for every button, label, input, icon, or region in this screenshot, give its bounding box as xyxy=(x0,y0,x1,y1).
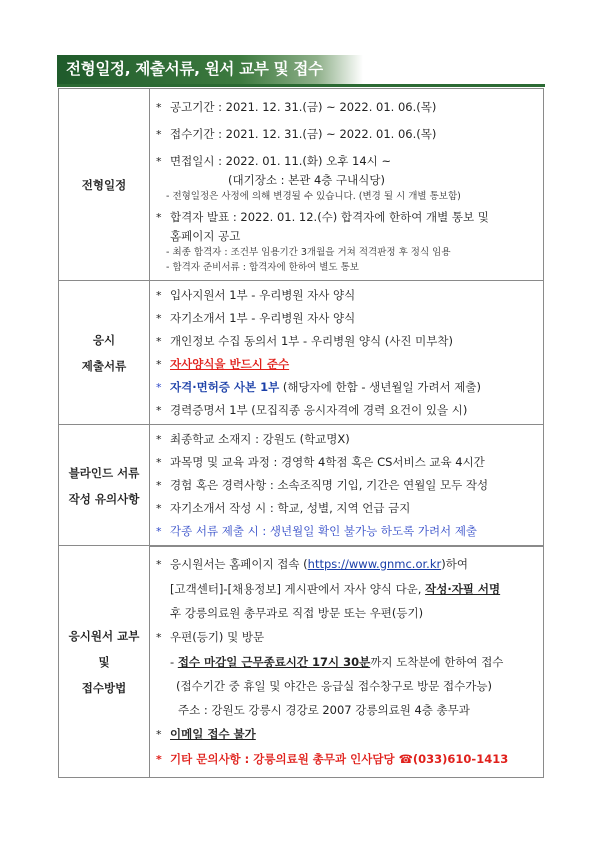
list-item xyxy=(156,399,539,422)
bullet-icon: * xyxy=(156,334,162,348)
blind-content xyxy=(150,425,544,547)
contact-text: 기타 문의사항 : 강릉의료원 총무과 인사담당 ☎(033)610-1413 xyxy=(170,751,509,766)
list-item-text: 개인정보 수집 동의서 1부 - 우리병원 양식 (사진 미부착) xyxy=(170,333,453,348)
list-item-text: 우편(등기) 및 방문 xyxy=(170,629,265,644)
row-label-documents xyxy=(59,281,150,425)
list-item-text: [고객센터]-[채용정보] 게시판에서 자사 양식 다운, xyxy=(170,581,426,596)
list-item-text-emphasis: 자사양식을 반드시 준수 xyxy=(170,356,290,371)
table-row-documents xyxy=(59,281,544,425)
list-item xyxy=(156,520,539,543)
blind-label-line2: 작성 유의사항 xyxy=(68,491,140,506)
header-underline xyxy=(57,84,545,87)
list-item-continuation: 후 강릉의료원 총무과로 직접 방문 또는 우편(등기) xyxy=(170,605,424,620)
list-item xyxy=(156,94,539,121)
row-label-application xyxy=(59,546,150,778)
list-item xyxy=(156,353,539,376)
list-item-text: 면접일시 : 2022. 01. 11.(화) 오후 14시 ~ xyxy=(170,154,392,168)
list-item-note: - 최종 합격자 : 조건부 임용기간 3개월을 거쳐 적격판정 후 정식 임용 xyxy=(166,247,451,258)
list-item xyxy=(156,208,539,227)
bullet-icon: * xyxy=(156,403,162,417)
list-item-text: 자기소개서 1부 - 우리병원 자사 양식 xyxy=(170,310,356,325)
bullet-icon: * xyxy=(156,380,162,394)
bullet-icon: * xyxy=(156,357,162,371)
list-item-text: 각종 서류 제출 시 : 생년월일 확인 불가능 하도록 가려서 제출 xyxy=(170,524,478,538)
bullet-icon: * xyxy=(156,479,162,492)
application-label-line2: 및 xyxy=(98,654,110,669)
list-item xyxy=(156,376,539,399)
bullet-icon: * xyxy=(156,456,162,469)
list-item-text-emphasis: 접수 마감일 근무종료시간 17시 30분 xyxy=(177,654,371,669)
documents-label-line1: 응시 xyxy=(92,332,116,347)
documents-label-line2: 제출서류 xyxy=(81,358,127,373)
list-item-text-emphasis: 자격·면허증 사본 1부 xyxy=(170,379,280,394)
documents-content xyxy=(150,281,544,425)
application-label-line3: 접수방법 xyxy=(81,680,127,695)
list-item-text: 최종학교 소재지 : 강원도 (학교명X) xyxy=(170,432,350,446)
list-item-continuation: (대기장소 : 본관 4층 구내식당) xyxy=(228,173,385,187)
list-item-text: 과목명 및 교육 과정 : 경영학 4학점 혹은 CS서비스 교육 4시간 xyxy=(170,455,485,469)
list-item-continuation xyxy=(156,577,539,601)
list-item xyxy=(156,307,539,330)
bullet-icon: * xyxy=(156,727,162,741)
list-item xyxy=(156,625,539,650)
list-item-sub xyxy=(156,650,539,674)
bullet-icon: * xyxy=(156,557,162,571)
list-item-text-emphasis: 이메일 접수 불가 xyxy=(170,726,256,741)
list-item xyxy=(156,552,539,577)
info-table xyxy=(58,88,544,547)
list-item-text: 까지 도착분에 한하여 접수 xyxy=(370,654,504,669)
list-item-text: )하여 xyxy=(441,556,468,571)
application-content xyxy=(150,546,544,778)
list-item-text: 자기소개서 작성 시 : 학교, 성별, 지역 언급 금지 xyxy=(170,501,411,515)
list-item xyxy=(156,497,539,520)
homepage-link[interactable]: https://www.gnmc.or.kr xyxy=(307,556,442,571)
bullet-icon: * xyxy=(156,752,162,766)
bullet-icon: * xyxy=(156,101,162,114)
bullet-icon: * xyxy=(156,155,162,168)
list-item-text: - xyxy=(170,654,178,669)
list-item xyxy=(156,428,539,451)
list-item xyxy=(156,451,539,474)
schedule-label: 전형일정 xyxy=(81,177,127,192)
bullet-icon: * xyxy=(156,288,162,302)
row-label-schedule xyxy=(59,89,150,281)
list-item-text: 접수기간 : 2021. 12. 31.(금) ~ 2022. 01. 06.(목) xyxy=(170,127,437,141)
row-label-blind xyxy=(59,425,150,547)
list-item-text: 공고기간 : 2021. 12. 31.(금) ~ 2022. 01. 06.(목) xyxy=(170,100,437,114)
application-label-line1: 응시원서 교부 xyxy=(68,628,140,643)
table-row-application xyxy=(59,546,544,778)
list-item xyxy=(156,474,539,497)
bullet-icon: * xyxy=(156,630,162,644)
list-item xyxy=(156,284,539,307)
list-item-text: (해당자에 한함 - 생년월일 가려서 제출) xyxy=(279,379,481,394)
list-item-text-emphasis: 작성·자필 서명 xyxy=(425,581,501,596)
table-row-blind xyxy=(59,425,544,547)
list-item xyxy=(156,722,539,747)
list-item-text: 경험 혹은 경력사항 : 소속조직명 기입, 기간은 연월일 모두 작성 xyxy=(170,478,489,492)
list-item-sub: (접수기간 중 휴일 및 야간은 응급실 접수창구로 방문 접수가능) xyxy=(176,678,492,693)
list-item xyxy=(156,121,539,148)
table-row-schedule xyxy=(59,89,544,281)
list-item-text: 응시원서는 홈페이지 접속 ( xyxy=(170,556,308,571)
blind-label-line1: 블라인드 서류 xyxy=(68,465,140,480)
bullet-icon: * xyxy=(156,211,162,224)
schedule-content xyxy=(150,89,544,281)
list-item xyxy=(156,152,539,171)
list-item-note: - 합격자 준비서류 : 합격자에 한하여 별도 통보 xyxy=(166,262,359,273)
bullet-icon: * xyxy=(156,128,162,141)
list-item-continuation: 홈페이지 공고 xyxy=(170,229,241,243)
list-item xyxy=(156,330,539,353)
bullet-icon: * xyxy=(156,433,162,446)
list-item-text: 경력증명서 1부 (모집직종 응시자격에 경력 요건이 있을 시) xyxy=(170,402,468,417)
list-item-text: 합격자 발표 : 2022. 01. 12.(수) 합격자에 한하여 개별 통보 및 xyxy=(170,210,489,224)
list-item-sub: 주소 : 강원도 강릉시 경강로 2007 강릉의료원 4층 총무과 xyxy=(178,702,470,717)
bullet-icon: * xyxy=(156,502,162,515)
bullet-icon: * xyxy=(156,311,162,325)
application-table xyxy=(58,545,544,778)
section-title: 전형일정, 제출서류, 원서 교부 및 접수 xyxy=(66,60,323,78)
list-item-note: - 전형일정은 사정에 의해 변경될 수 있습니다. (변경 될 시 개별 통보함) xyxy=(166,191,461,202)
bullet-icon: * xyxy=(156,525,162,538)
list-item xyxy=(156,747,539,772)
list-item-text: 입사지원서 1부 - 우리병원 자사 양식 xyxy=(170,287,356,302)
